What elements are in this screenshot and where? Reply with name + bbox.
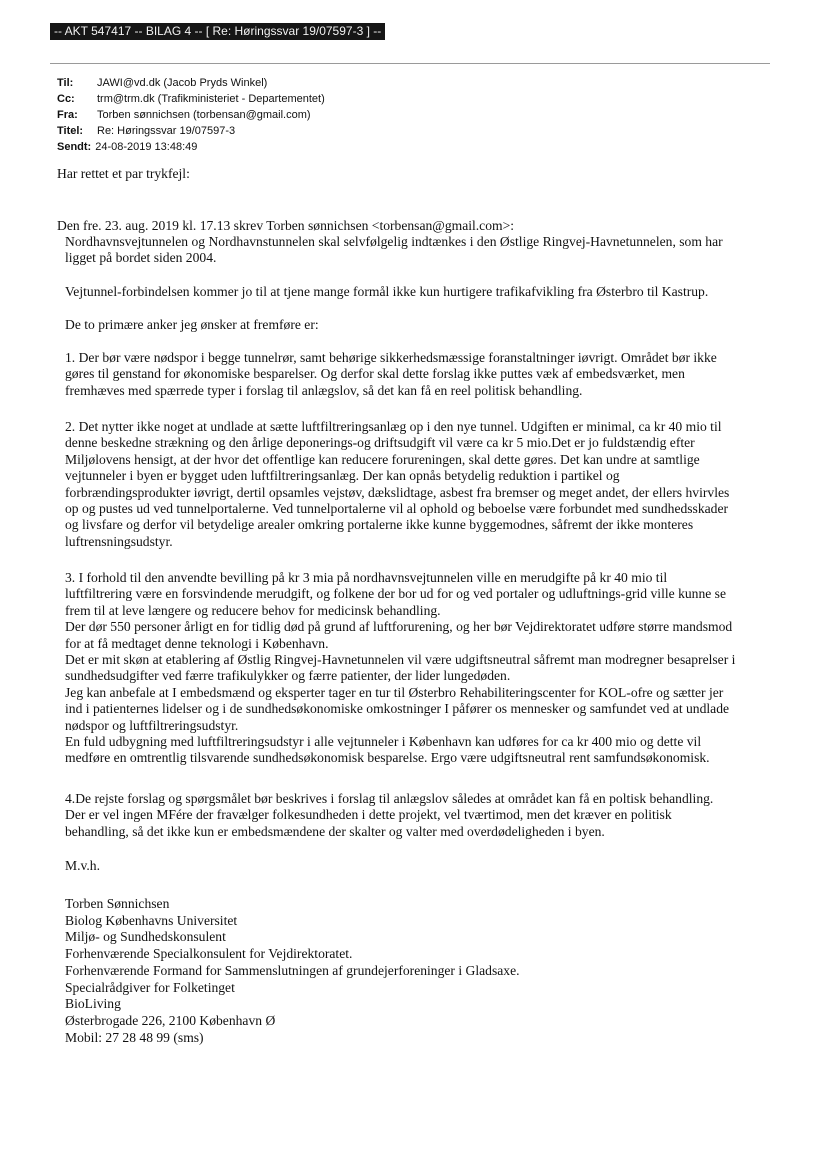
from-row	[57, 107, 325, 123]
cc-value: trm@trm.dk (Trafikministeriet - Departementet)	[97, 93, 325, 105]
paragraph-line: for at få medtaget denne teknologi i København.	[65, 635, 329, 651]
body-paragraph-4	[65, 350, 717, 399]
sent-value: 24-08-2019 13:48:49	[95, 141, 198, 153]
signature-phone: Mobil: 27 28 48 99 (sms)	[65, 1029, 204, 1045]
to-row	[57, 75, 325, 91]
paragraph-line: ligget på bordet siden 2004.	[65, 250, 217, 266]
quote-header: Den fre. 23. aug. 2019 kl. 17.13 skrev Torben sønnichsen <torbensan@gmail.com>:	[57, 218, 515, 233]
paragraph-line: Nordhavnsvejtunnelen og Nordhavnstunnelen skal selvfølgelig indtænkes i den Østlige Ringvej-Havnetunnelen, som har	[65, 234, 723, 249]
paragraph-line: op og pustes ud ved tunnelportalerne. Ved tunnelportalerne vil al ophold og beboelse være forbundet med sundhedsskader	[65, 501, 729, 517]
body-paragraph-3	[65, 317, 319, 333]
header-divider	[50, 63, 770, 64]
signature-line: Biolog Københavns Universitet	[65, 912, 238, 928]
signature-line: Forhenværende Specialkonsulent for Vejdirektoratet.	[65, 946, 353, 962]
paragraph-line: Det er mit skøn at etablering af Østlig Ringvej-Havnetunnelen vil være udgiftsneutral såfremt man modregner besaprelser i	[65, 652, 736, 668]
body-paragraph-2	[65, 284, 708, 300]
body-paragraph-1	[65, 234, 723, 267]
paragraph-line: vejtunneler i byen er bygget uden luftfiltreringsanlæg. Der kan opnås betydelig reduktion i partikel og	[65, 468, 620, 484]
to-value: JAWI@vd.dk (Jacob Pryds Winkel)	[97, 77, 268, 89]
paragraph-line: medføre en omtrentlig tilsvarende sundhedsøkonomisk besparelse. Ergo være udgiftsneutral rent samfundsøkonomisk.	[65, 750, 710, 766]
signature-line: Miljø- og Sundhedskonsulent	[65, 929, 226, 945]
from-value: Torben sønnichsen (torbensan@gmail.com)	[97, 109, 311, 121]
intro-text: Har rettet et par trykfejl:	[57, 166, 190, 181]
paragraph-line: 3. I forhold til den anvendte bevilling på kr 3 mia på nordhavnsvejtunnelen ville en merudgifte på kr 40 mio til	[65, 570, 668, 585]
document-banner: -- AKT 547417 -- BILAG 4 -- [ Re: Høringssvar 19/07597-3 ] --	[50, 23, 385, 40]
paragraph-line: En fuld udbygning med luftfiltreringsudstyr i alle vejtunneler i København kan udføres for ca kr 400 mio og dette vil	[65, 734, 702, 750]
signature-block	[65, 896, 520, 1046]
paragraph-line: 2. Det nytter ikke noget at undlade at sætte luftfiltreringsanlæg op i den nye tunnel. Udgiften er minimal, ca kr 40 mio til	[65, 419, 722, 434]
signature-address: Østerbrogade 226, 2100 København Ø	[65, 1012, 276, 1028]
paragraph-line: luftrensningsudstyr.	[65, 533, 173, 549]
closing: M.v.h.	[65, 858, 100, 873]
signature-name: Torben Sønnichsen	[65, 896, 170, 911]
body-paragraph-6	[65, 570, 735, 767]
paragraph-line: ind i patienternes lidelser og i de sundhedsøkonomiske omkostninger I påfører os mennesker og samfundet ved at undlade	[65, 701, 730, 717]
signature-line: Specialrådgiver for Folketinget	[65, 979, 235, 995]
body-paragraph-7	[65, 791, 713, 840]
paragraph-line: denne beskedne strækning og den årlige deponerings-og driftsudgift vil være ca kr 5 mio.Det er jo fuldstændig efter	[65, 435, 695, 451]
signature-line: BioLiving	[65, 996, 121, 1012]
paragraph-line: gøres til genstand for økonomiske besparelser. Og derfor skal dette forslag ikke puttes væk af embedsværket, men	[65, 366, 685, 382]
title-row	[57, 123, 325, 139]
signature-line: Forhenværende Formand for Sammenslutningen af grundejerforeninger i Gladsaxe.	[65, 962, 520, 978]
email-headers	[57, 75, 325, 155]
sent-label: Sendt:	[57, 141, 92, 153]
paragraph-line: luftfiltrering være en forsvindende merudgift, og folkene der bor ud for og ved portaler og udluftnings-grid ville kunne se	[65, 586, 727, 602]
paragraph-line: 1. Der bør være nødspor i begge tunnelrør, samt behørige sikkerhedsmæssige foranstaltninger iøvrigt. Området bør ikke	[65, 350, 717, 365]
paragraph-line: nødspor og luftfiltreringsudstyr.	[65, 717, 239, 733]
sent-row	[57, 139, 325, 155]
paragraph-line: 4.De rejste forslag og spørgsmålet bør beskrives i forslag til anlægslov således at området kan få en poltisk behandling.	[65, 791, 714, 806]
cc-label: Cc:	[57, 93, 75, 105]
paragraph-line: behandling, så det ikke kun er embedsmændene der skalter og valter med overdødeligheden i byen.	[65, 823, 605, 839]
paragraph-line: De to primære anker jeg ønsker at fremføre er:	[65, 317, 319, 332]
paragraph-line: sundhedsudgifter ved færre trafikulykker og færre patienter, der lider lungedøden.	[65, 668, 511, 684]
paragraph-line: fremhæves med spærrede typer i forslag til anlægslov, så det kan få en reel politisk behandling.	[65, 382, 583, 398]
title-label: Titel:	[57, 125, 84, 137]
body-paragraph-5	[65, 419, 729, 550]
paragraph-line: Vejtunnel-forbindelsen kommer jo til at tjene mange formål ikke kun hurtigere trafikafvikling fra Østerbro til Kastrup.	[65, 284, 709, 299]
paragraph-line: Der er vel ingen MFére der fravælger folkesundheden i dette projekt, vel tværtimod, men det kræver en politisk	[65, 807, 672, 823]
from-label: Fra:	[57, 109, 78, 121]
cc-row	[57, 91, 325, 107]
paragraph-line: frem til at leve længere og reducere behov for medicinsk behandling.	[65, 602, 441, 618]
paragraph-line: Miljølovens hensigt, at der hvor det offentlige kan reducere forureningen, skal dette gøres. Det kan undre at samtlige	[65, 451, 700, 467]
paragraph-line: forbrændingsprodukter iøvrigt, dertil opsamles vejstøv, dækslidtage, asbest fra bremser og meget andet, der ellers hvirvles	[65, 484, 730, 500]
paragraph-line: og livsfare og derfor vil betydelige arealer omkring portalerne ikke kunne byggemodnes, såfremt der ikke monteres	[65, 517, 694, 533]
to-label: Til:	[57, 77, 74, 89]
paragraph-line: Der dør 550 personer årligt en for tidlig død på grund af luftforurening, og her bør Vejdirektoratet udføre større mandsmod	[65, 619, 733, 635]
title-value: Re: Høringssvar 19/07597-3	[97, 125, 236, 137]
paragraph-line: Jeg kan anbefale at I embedsmænd og eksperter tager en tur til Østerbro Rehabiliteringscenter for KOL-ofre og sætter jer	[65, 684, 724, 700]
